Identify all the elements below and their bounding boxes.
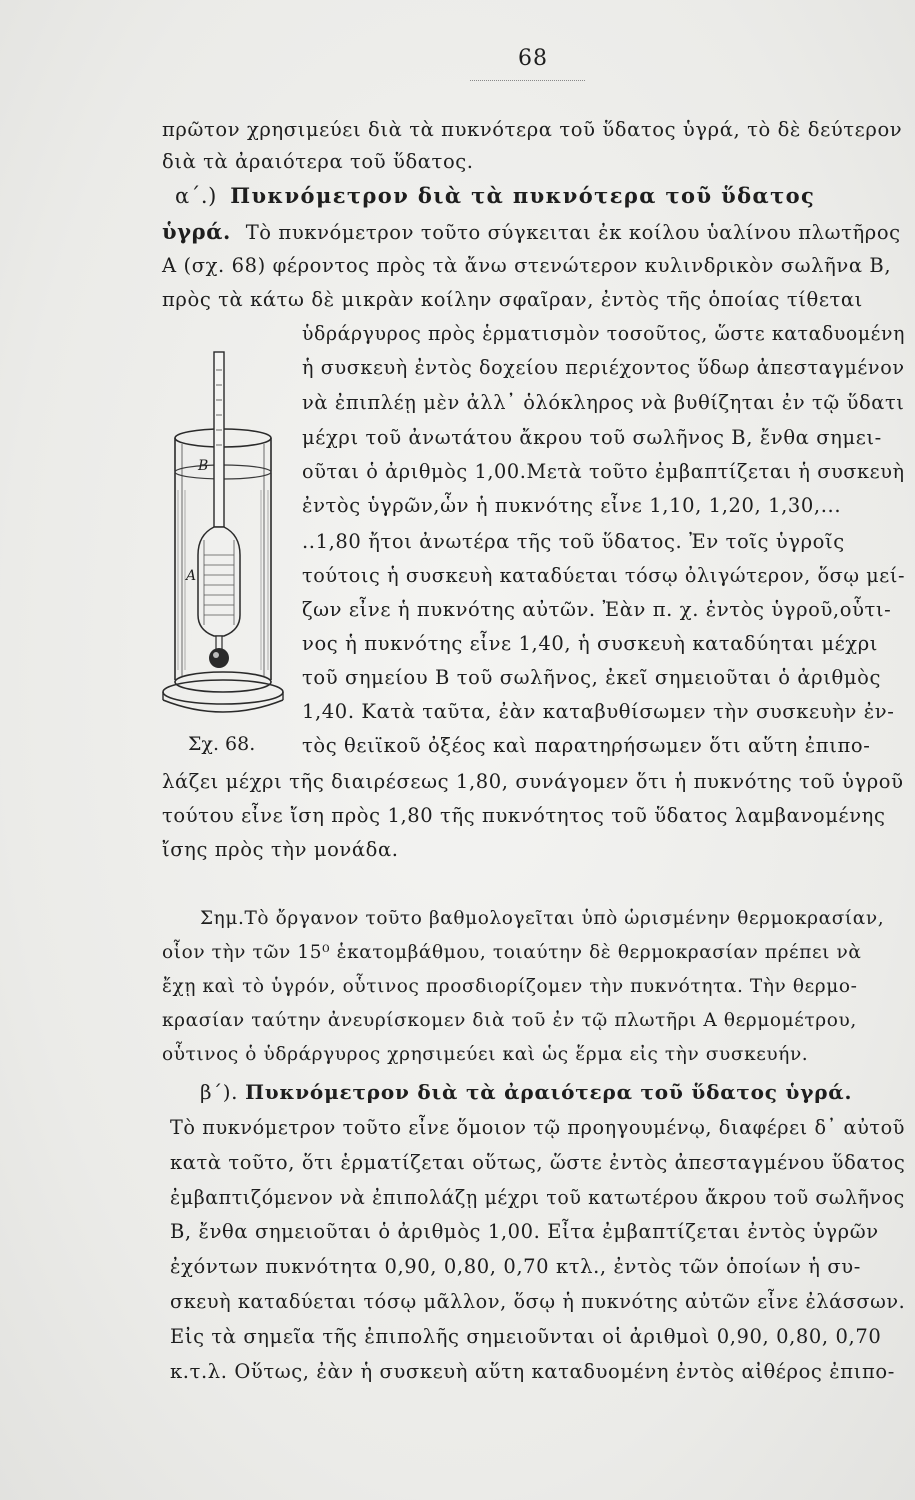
section-a-line-13: νος ἡ πυκνότης εἶνε 1,40, ἡ συσκευὴ καταδύηται μέχρι (302, 632, 879, 655)
section-a-heading-row (175, 183, 815, 208)
section-a-line-18: τούτου εἶνε ἴση πρὸς 1,80 τῆς πυκνότητος τοῦ ὕδατος λαμβανομένης (162, 804, 886, 827)
section-b-line-3: ἐμβαπτιζόμενον νὰ ἐπιπολάζῃ μέχρι τοῦ κατωτέρου ἄκρου τοῦ σωλῆνος (170, 1186, 905, 1209)
intro-line-1: πρῶτον χρησιμεύει διὰ τὰ πυκνότερα τοῦ ὕδατος ὑγρά, τὸ δὲ δεύτερον (162, 118, 903, 141)
section-b-line-7: Εἰς τὰ σημεῖα τῆς ἐπιπολῆς σημειοῦνται οἱ ἀριθμοὶ 0,90, 0,80, 0,70 (170, 1325, 882, 1348)
page-number: 68 (518, 46, 548, 71)
section-a-line-6: νὰ ἐπιπλέῃ μὲν ἀλλ᾽ ὁλόκληρος νὰ βυθίζηται ἐν τῷ ὕδατι (302, 391, 905, 414)
note-line-5: οὗτινος ὁ ὑδράργυρος χρησιμεύει καὶ ὡς ἕρμα εἰς τὴν συσκευήν. (162, 1044, 809, 1065)
section-a-line-4: ὑδράργυρος πρὸς ἑρματισμὸν τοσοῦτος, ὥστε καταδυομένη (302, 322, 905, 345)
section-a-line-7: μέχρι τοῦ ἀνωτάτου ἄκρου τοῦ σωλῆνος Β, ἔνθα σημει- (302, 426, 882, 449)
section-b-line-8: κ.τ.λ. Οὕτως, ἐὰν ἡ συσκευὴ αὕτη καταδυομένη ἐντὸς αἰθέρος ἐπιπο- (170, 1360, 895, 1383)
section-a-line-11: τούτοις ἡ συσκευὴ καταδύεται τόσῳ ὀλιγώτερον, ὅσῳ μεί- (302, 564, 906, 587)
section-b-marker: β΄). (200, 1080, 239, 1104)
section-b-line-1: Τὸ πυκνόμετρον τοῦτο εἶνε ὅμοιον τῷ προηγουμένῳ, διαφέρει δ᾽ αὐτοῦ (170, 1116, 906, 1139)
figure-label-a: A (186, 568, 197, 584)
section-b-line-4: Β, ἔνθα σημειοῦται ὁ ἀριθμὸς 1,00. Εἶτα ἐμβαπτίζεται ἐντὸς ὑγρῶν (170, 1220, 879, 1243)
figure-caption: Σχ. 68. (188, 733, 256, 755)
note-line-4: κρασίαν ταύτην ἀνευρίσκομεν διὰ τοῦ ἐν τῷ πλωτῆρι Α θερμομέτρου, (162, 1010, 857, 1031)
section-a-heading: Πυκνόμετρον διὰ τὰ πυκνότερα τοῦ ὕδατος (230, 183, 816, 208)
section-b-heading: Πυκνόμετρον διὰ τὰ ἀραιότερα τοῦ ὕδατος ὑγρά. (245, 1080, 853, 1104)
section-a-line-12: ζων εἶνε ἡ πυκνότης αὐτῶν. Ἐὰν π. χ. ἐντὸς ὑγροῦ,οὗτι- (302, 598, 892, 621)
section-b-heading-row (200, 1080, 852, 1104)
section-a-line-9: ἐντὸς ὑγρῶν,ὧν ἡ πυκνότης εἶνε 1,10, 1,20, 1,30,... (302, 494, 842, 517)
note-line-1: Σημ.Τὸ ὄργανον τοῦτο βαθμολογεῖται ὑπὸ ὡρισμένην θερμοκρασίαν, (200, 908, 885, 929)
section-b-line-5: ἐχόντων πυκνότητα 0,90, 0,80, 0,70 κτλ., ἐντὸς τῶν ὁποίων ἡ συ- (170, 1255, 861, 1278)
header-rule (470, 80, 585, 81)
section-a-line-14: τοῦ σημείου Β τοῦ σωλῆνος, ἐκεῖ σημειοῦται ὁ ἀριθμὸς (302, 666, 881, 689)
section-a-line-5: ἡ συσκευὴ ἐντὸς δοχείου περιέχοντος ὕδωρ ἀπεσταγμένον (302, 356, 905, 379)
section-a-line-3: πρὸς τὰ κάτω δὲ μικρὰν κοίλην σφαῖραν, ἐντὸς τῆς ὁποίας τίθεται (162, 288, 863, 311)
section-a-heading-cont: ὑγρά. (162, 219, 231, 244)
section-a-line-15: 1,40. Κατὰ ταῦτα, ἐὰν καταβυθίσωμεν τὴν συσκευὴν ἐν- (302, 700, 895, 723)
intro-line-2: διὰ τὰ ἀραιότερα τοῦ ὕδατος. (162, 150, 474, 173)
hydrometer-illustration (158, 340, 288, 740)
section-a-line-8: οῦται ὁ ἀριθμὸς 1,00.Μετὰ τοῦτο ἐμβαπτίζεται ἡ συσκευὴ (302, 460, 905, 483)
hydrometer-figure (158, 340, 288, 740)
section-a-line-1: Τὸ πυκνόμετρον τοῦτο σύγκειται ἐκ κοίλου ὑαλίνου πλωτῆρος (245, 221, 901, 244)
section-a-line-19: ἴσης πρὸς τὴν μονάδα. (162, 838, 399, 861)
section-a-line-2: Α (σχ. 68) φέροντος πρὸς τὰ ἄνω στενώτερον κυλινδρικὸν σωλῆνα Β, (162, 254, 892, 277)
note-line-2: οἷον τὴν τῶν 15⁰ ἑκατομβάθμου, τοιαύτην δὲ θερμοκρασίαν πρέπει νὰ (162, 942, 862, 963)
note-line-3: ἔχῃ καὶ τὸ ὑγρόν, οὗτινος προσδιορίζομεν τὴν πυκνότητα. Τὴν θερμο- (162, 976, 858, 997)
figure-label-b: B (198, 458, 209, 474)
section-a-row-1 (162, 219, 901, 244)
section-a-line-16: τὸς θειϊκοῦ ὀξέος καὶ παρατηρήσωμεν ὅτι αὕτη ἐπιπο- (302, 734, 871, 757)
section-a-line-10: ..1,80 ἤτοι ἀνωτέρα τῆς τοῦ ὕδατος. Ἐν τοῖς ὑγροῖς (302, 530, 845, 553)
section-b-line-6: σκευὴ καταδύεται τόσῳ μᾶλλον, ὅσῳ ἡ πυκνότης αὐτῶν εἶνε ἐλάσσων. (170, 1290, 906, 1313)
section-a-line-17: λάζει μέχρι τῆς διαιρέσεως 1,80, συνάγομεν ὅτι ἡ πυκνότης τοῦ ὑγροῦ (162, 770, 904, 793)
section-b-line-2: κατὰ τοῦτο, ὅτι ἑρματίζεται οὕτως, ὥστε ἐντὸς ἀπεσταγμένου ὕδατος (170, 1151, 906, 1174)
section-a-marker: α΄.) (175, 184, 217, 208)
